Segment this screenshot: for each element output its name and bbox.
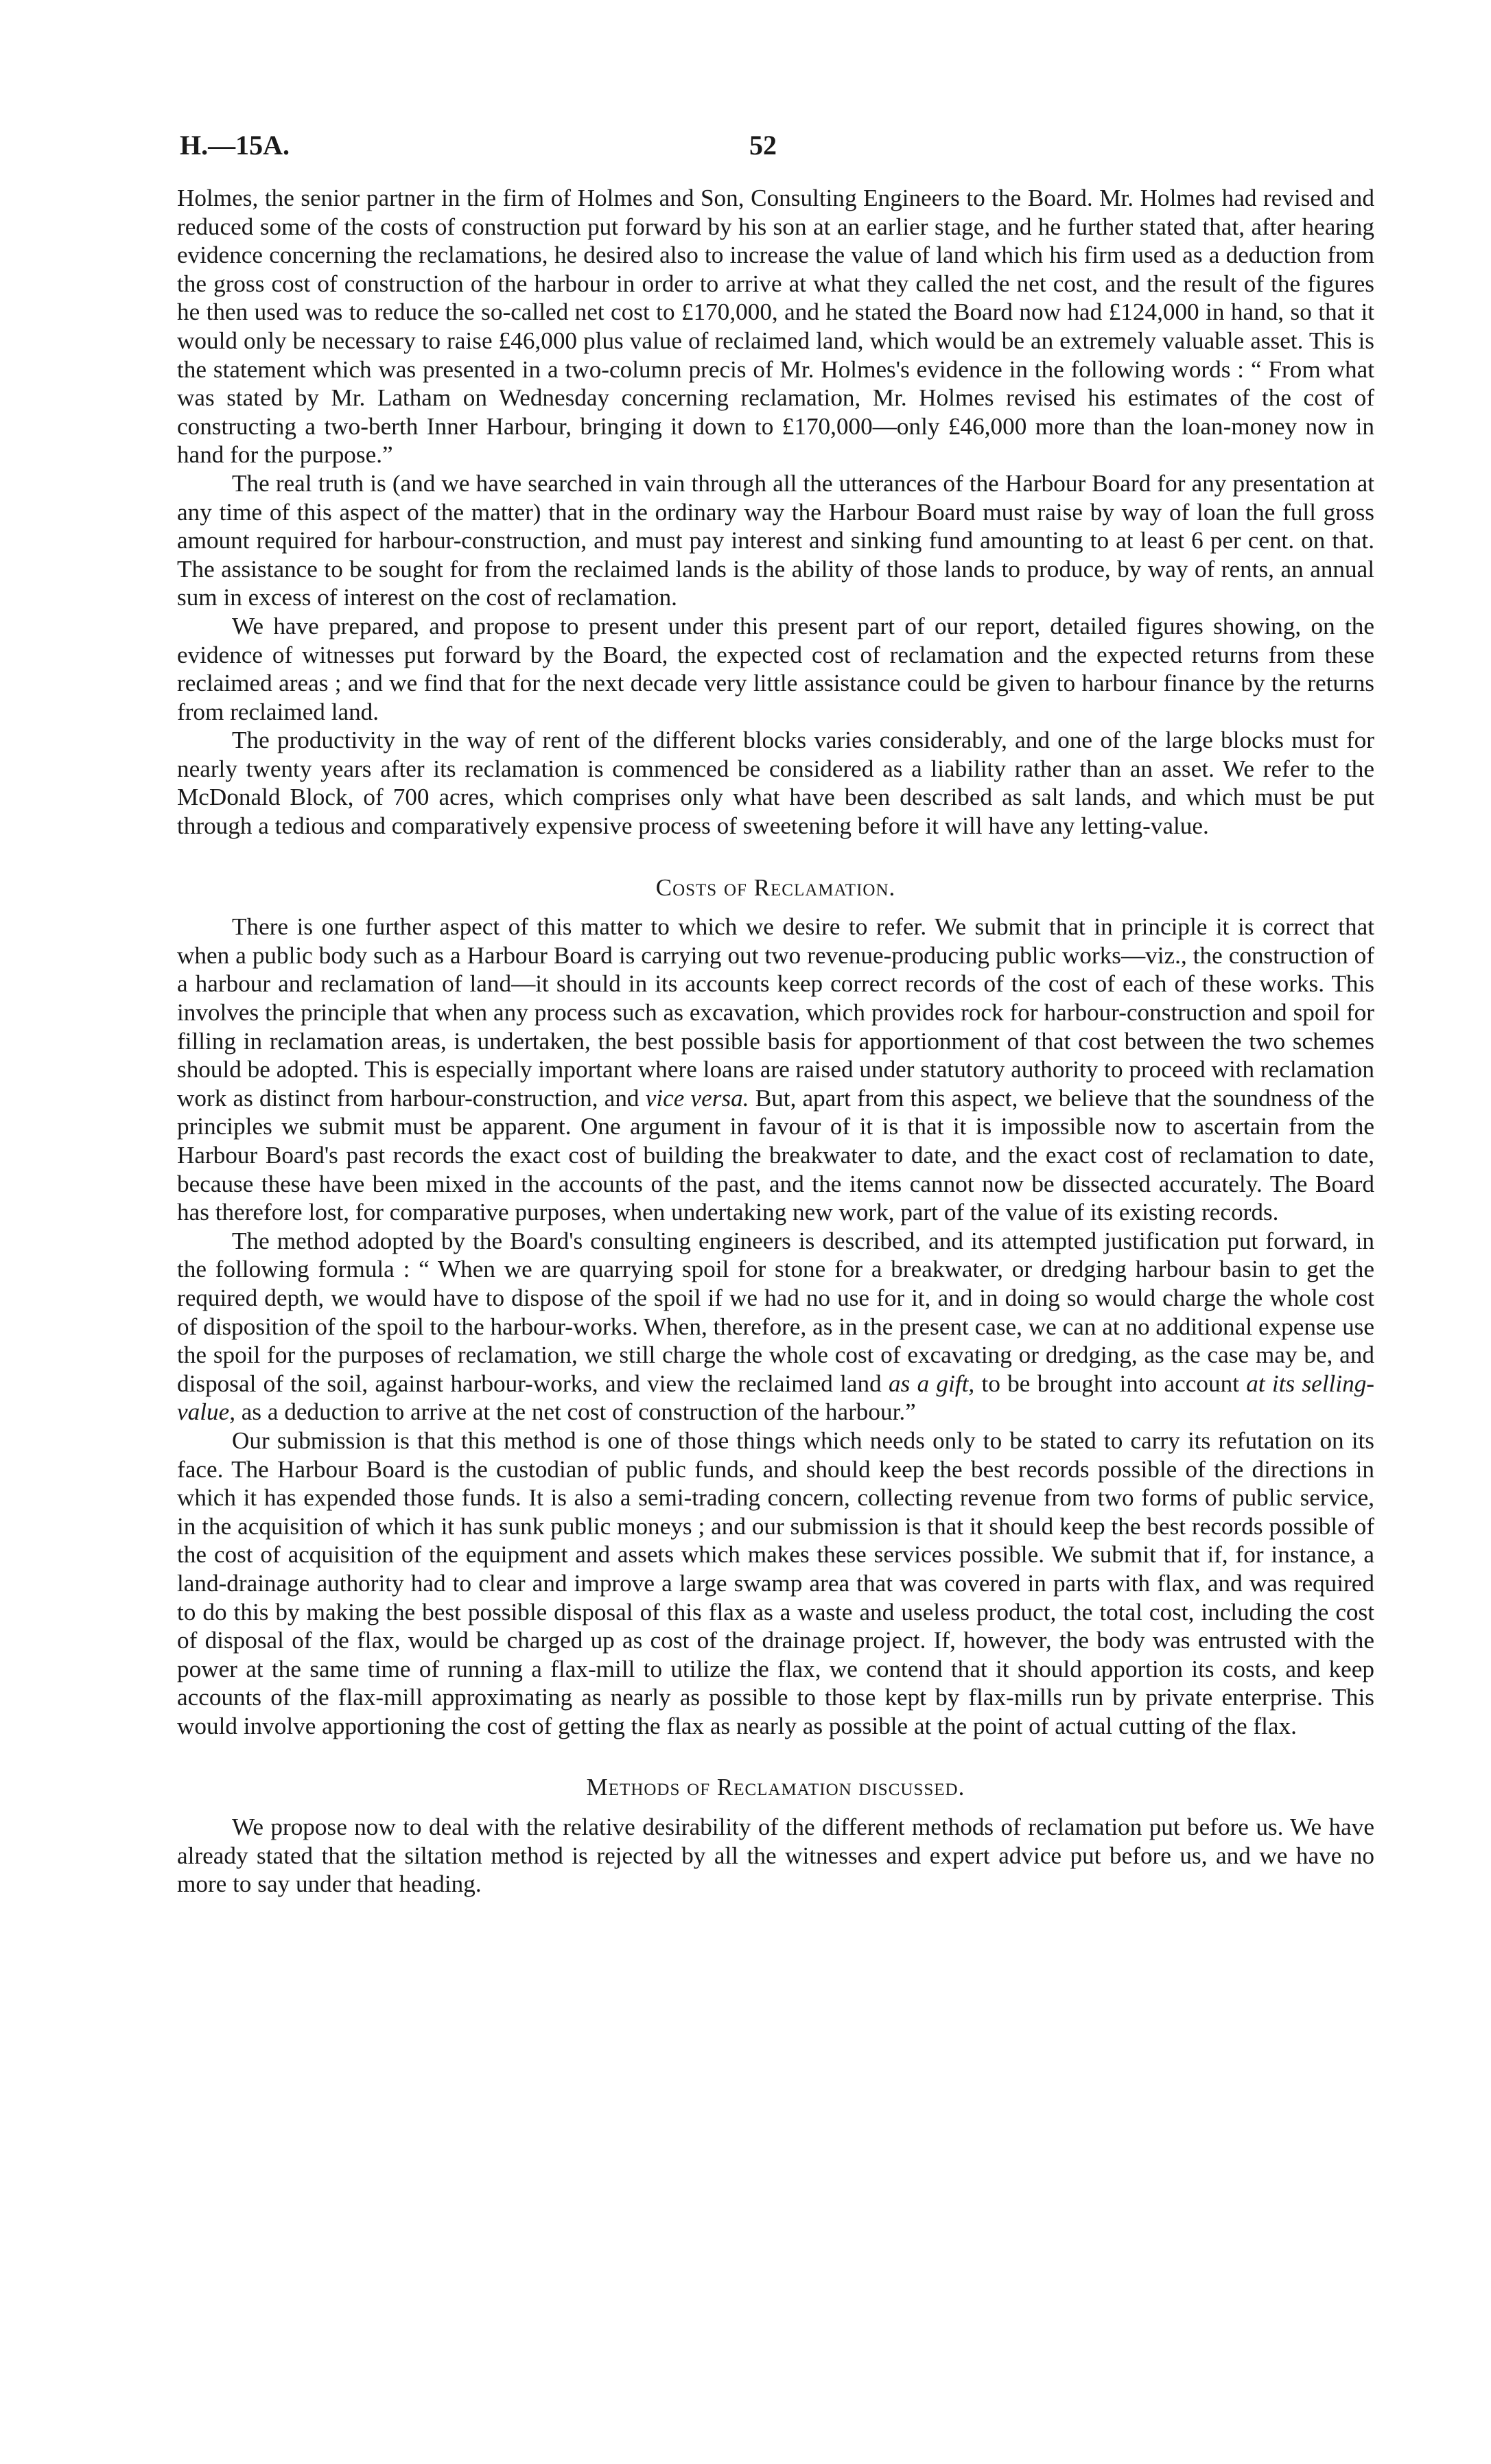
paragraph-continuation: Holmes, the senior partner in the firm of Holmes and Son, Consulting Engineers to the Board. Mr. Holmes had revised and reduced some of the costs of construction put forward by his son at an earlier stage, and he further stated that, after hearing evidence concerning the reclamations, he desired also to increase the value of land which his firm used as a deduction from the gross cost of construction of the harbour in order to arrive at what they called the net cost, and the result of the figures he then used was to reduce the so-called net cost to £170,000, and he stated the Board now had £124,000 in hand, so that it would only be necessary to raise £46,000 plus value of reclaimed land, which would be an extremely valuable asset. This is the statement which was presented in a two-column precis of Mr. Holmes's evidence in the following words : “ From what was stated by Mr. Latham on Wednesday concerning reclamation, Mr. Holmes revised his estimates of the cost of constructing a two-berth Inner Harbour, bringing it down to £170,000—only £46,000 more than the loan-money now in hand for the purpose.” (177, 185, 1374, 469)
paragraph-prepared-figures: We have prepared, and propose to present under this present part of our report, detailed figures showing, on the evidence of witnesses put forward by the Board, the expected cost of reclamation and the expected returns from these reclaimed areas ; and we find that for the next decade very little assistance could be given to harbour finance by the returns from reclaimed land. (177, 612, 1374, 725)
paragraph-text: But, apart from this aspect, we believe that the soundness of the principles we submit must be apparent. One argument in favour of it is that it is impossible now to ascertain from the Harbour Board's past records the exact cost of building the breakwater to date, and the exact cost of reclamation to date, because these have been mixed in the accounts of the past, and the items cannot now be dissected accurately. The Board has therefore lost, for comparative purposes, when undertaking new work, part of the value of its existing records. (177, 1084, 1374, 1226)
body-text (177, 184, 1374, 1899)
paragraph-text: as a deduction to arrive at the net cost of construction of the harbour.” (235, 1398, 916, 1426)
page-number: 52 (749, 130, 777, 161)
paragraph-further-aspect (177, 913, 1374, 1227)
emphasis-text: at its selling-value, (177, 1370, 1375, 1426)
paragraph-text: to be brought into account (974, 1370, 1247, 1397)
paragraph-method-adopted (177, 1227, 1374, 1427)
section-heading-methods: Methods of Reclamation discussed. (586, 1774, 965, 1801)
emphasis-text: vice versa. (645, 1084, 749, 1112)
paragraph-productivity: The productivity in the way of rent of the different blocks varies considerably, and one of the large blocks must for nearly twenty years after its reclamation is commenced be considered as a liability rather than an asset. We refer to the McDonald Block, of 700 acres, which comprises only what have been described as salt lands, and which must be put through a tedious and comparatively expensive process of sweetening before it will have any letting-value. (177, 727, 1374, 840)
document-reference: H.—15A. (180, 130, 290, 161)
paragraph-text: There is one further aspect of this matter to which we desire to refer. We submit that in principle it is correct that when a public body such as a Harbour Board is carrying out two revenue-producing public works—viz., the construction of a harbour and reclamation of land—it should in its accounts keep correct records of the cost of each of these works. This involves the principle that when any process such as excavation, which provides rock for harbour-construction and spoil for filling in reclamation areas, is undertaken, the best possible basis for apportionment of that cost between the two schemes should be adopted. This is especially important where loans are raised under statutory authority to proceed with reclamation work as distinct from harbour-construction, and (177, 913, 1374, 1112)
section-heading-costs: Costs of Reclamation. (655, 873, 896, 901)
paragraph-propose: We propose now to deal with the relative desirability of the different methods of reclamation put before us. We have already stated that the siltation method is rejected by all the witnesses and expert advice put before us, and we have no more to say under that heading. (177, 1814, 1374, 1898)
paragraph-real-truth: The real truth is (and we have searched in vain through all the utterances of the Harbour Board for any presentation at any time of this aspect of the matter) that in the ordinary way the Harbour Board must raise by way of loan the full gross amount required for harbour-construction, and must pay interest and sinking fund amounting to at least 6 per cent. on that. The assistance to be sought for from the reclaimed lands is the ability of those lands to produce, by way of rents, an annual sum in excess of interest on the cost of reclamation. (177, 469, 1374, 611)
paragraph-text: The method adopted by the Board's consulting engineers is described, and its attempted justification put forward, in the following formula : “ When we are quarrying spoil for stone for a breakwater, or dredging harbour basin to get the required depth, we would have to dispose of the spoil if we had no use for it, and in doing so would charge the whole cost of disposition of the spoil to the harbour-works. When, therefore, as in the present case, we can at no additional expense use the spoil for the purposes of reclamation, we still charge the whole cost of excavating or dredging, as the case may be, and disposal of the soil, against harbour-works, and view the reclaimed land (177, 1227, 1374, 1397)
paragraph-submission: Our submission is that this method is one of those things which needs only to be stated to carry its refutation on its face. The Harbour Board is the custodian of public funds, and should keep the best records possible of the directions in which it has expended those funds. It is also a semi-trading concern, collecting revenue from two forms of public service, in the acquisition of which it has sunk public moneys ; and our submission is that it should keep the best records possible of the cost of acquisition of the equipment and assets which makes these services possible. We submit that if, for instance, a land-drainage authority had to clear and improve a large swamp area that was covered in parts with flax, and was required to do this by making the best possible disposal of this flax as a waste and useless product, the total cost, including the cost of disposal of the flax, would be charged up as cost of the drainage project. If, however, the body was entrusted with the power at the same time of running a flax-mill to utilize the flax, we contend that it should apportion its costs, and keep accounts of the flax-mill approximating as nearly as possible to those kept by flax-mills run by private enterprise. This would involve apportioning the cost of getting the flax as nearly as possible at the point of actual cutting of the flax. (177, 1427, 1374, 1739)
page-header (180, 129, 1370, 170)
emphasis-text: as a gift, (889, 1370, 975, 1397)
